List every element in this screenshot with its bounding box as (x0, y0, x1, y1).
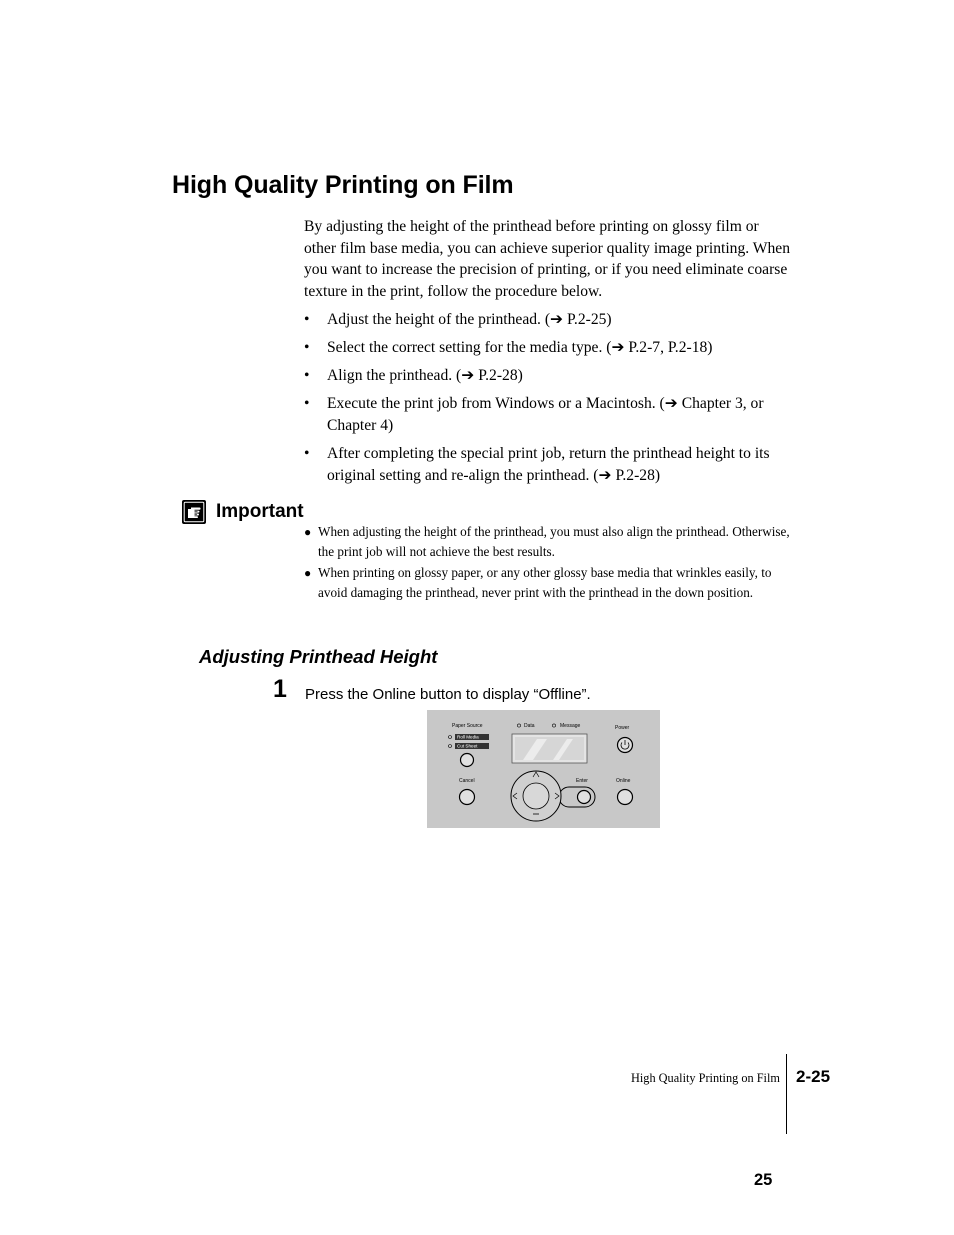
cancel-button[interactable] (460, 790, 475, 805)
section-number: 2-25 (796, 1067, 831, 1086)
page-title: High Quality Printing on Film (172, 171, 514, 199)
list-item (304, 309, 794, 331)
data-label: Data (524, 723, 535, 729)
list-item-text: Align the printhead. (➔ P.2-28) (327, 367, 523, 385)
step-text: Press the Online button to display “Offline”. (305, 686, 591, 703)
online-label: Online (616, 778, 631, 784)
list-item-text: When adjusting the height of the printhead, you must also align the printhead. Otherwise, the print job will not achieve the best results. (318, 524, 790, 560)
bullet: • (304, 395, 310, 413)
list-item-text: Execute the print job from Windows or a Macintosh. (➔ Chapter 3, or Chapter 4) (327, 395, 764, 434)
bullet: ● (304, 565, 312, 580)
power-label: Power (615, 725, 630, 731)
list-item (304, 522, 794, 563)
footer-title: High Quality Printing on Film (631, 1071, 780, 1085)
footer-divider (786, 1054, 787, 1134)
bullet: • (304, 367, 310, 385)
bullet: • (304, 339, 310, 357)
roll-media-label: Roll Media (457, 734, 479, 740)
paper-source-button[interactable] (461, 754, 474, 767)
list-item-text: Adjust the height of the printhead. (➔ P.2-25) (327, 311, 612, 328)
enter-label: Enter (576, 778, 588, 784)
control-panel-illustration (427, 710, 660, 828)
cancel-label: Cancel (459, 778, 475, 784)
page-number: 25 (754, 1171, 773, 1189)
important-heading: Important (216, 501, 304, 522)
section-heading: Adjusting Printhead Height (199, 646, 438, 667)
dial-center (523, 783, 549, 809)
enter-button[interactable] (578, 791, 591, 804)
paper-source-label: Paper Source (452, 723, 483, 729)
bullet: • (304, 311, 310, 328)
intro-paragraph: By adjusting the height of the printhead before printing on glossy film or other film base media, you can achieve superior quality image printing. When you want to increase the precision of printing, or if you need eliminate coarse texture in the print, follow the procedure below. (304, 218, 790, 300)
list-item-text: After completing the special print job, return the printhead height to its original setting and re-align the printhead. (➔ P.2-28) (327, 444, 770, 484)
list-item (304, 337, 794, 359)
cut-sheet-label: Cut Sheet (457, 743, 478, 749)
list-item (304, 393, 794, 436)
important-list (304, 522, 794, 604)
list-item (304, 365, 794, 387)
list-item-text: Select the correct setting for the media type. (➔ P.2-7, P.2-18) (327, 339, 713, 357)
message-label: Message (560, 723, 581, 729)
pointing-hand-icon (182, 500, 206, 524)
step-number: 1 (273, 675, 287, 703)
online-button[interactable] (618, 790, 633, 805)
list-item (304, 443, 794, 486)
procedure-list (304, 309, 794, 493)
bullet: • (304, 444, 310, 462)
bullet: ● (304, 525, 312, 539)
list-item (304, 563, 794, 604)
list-item-text: When printing on glossy paper, or any other glossy base media that wrinkles easily, to avoid damaging the printhead, never print with the printhead in the down position. (318, 564, 772, 601)
